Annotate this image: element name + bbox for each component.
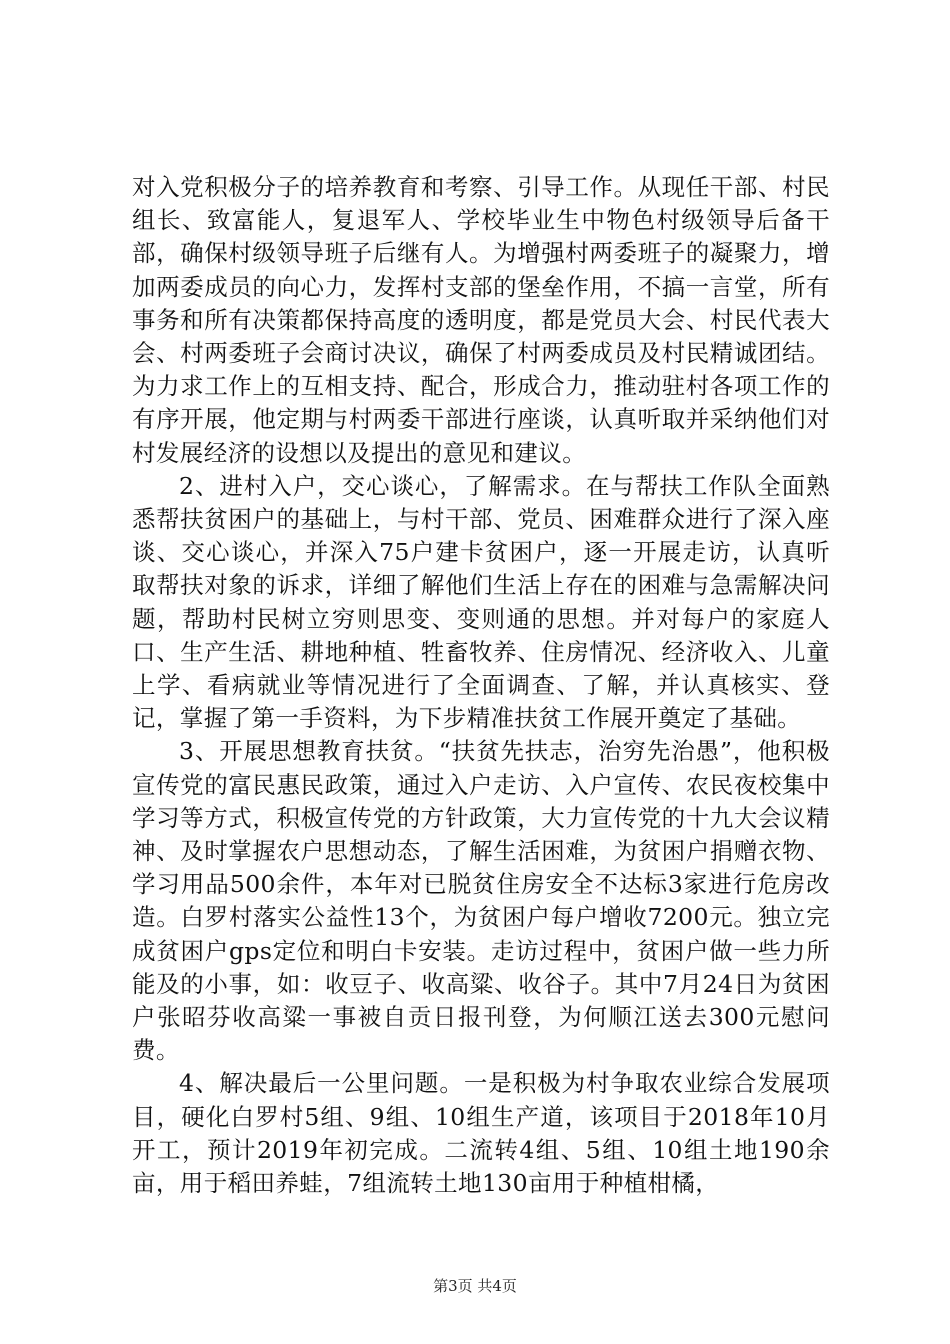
paragraph-item-4: 4、解决最后一公里问题。一是积极为村争取农业综合发展项目，硬化白罗村5组、9组、10组生产道，该项目于2018年10月开工，预计2019年初完成。二流转4组、5组、10组土地190余亩，用于稻田养蛙，7组流转土地130亩用于种植柑橘，	[132, 1069, 830, 1198]
page-footer: 第3页 共4页	[433, 1277, 517, 1295]
paragraph-continuation: 对入党积极分子的培养教育和考察、引导工作。从现任干部、村民组长、致富能人，复退军人、学校毕业生中物色村级领导后备干部，确保村级领导班子后继有人。为增强村两委班子的凝聚力，增加两委成员的向心力，发挥村支部的堡垒作用，不搞一言堂，所有事务和所有决策都保持高度的透明度，都是党员大会、村民代表大会、村两委班子会商讨决议，确保了村两委成员及村民精诚团结。为力求工作上的互相支持、配合，形成合力，推动驻村各项工作的有序开展，他定期与村两委干部进行座谈，认真听取并采纳他们对村发展经济的设想以及提出的意见和建议。	[132, 173, 830, 467]
paragraph-item-3: 3、开展思想教育扶贫。“扶贫先扶志，治穷先治愚”，他积极宣传党的富民惠民政策，通过入户走访、入户宣传、农民夜校集中学习等方式，积极宣传党的方针政策，大力宣传党的十九大会议精神、及时掌握农户思想动态，了解生活困难，为贫困户捐赠衣物、学习用品500余件，本年对已脱贫住房安全不达标3家进行危房改造。白罗村落实公益性13个，为贫困户每户增收7200元。独立完成贫困户gps定位和明白卡安装。走访过程中，贫困户做一些力所能及的小事，如：收豆子、收高粱、收谷子。其中7月24日为贫困户张昭芬收高粱一事被自贡日报刊登，为何顺江送去300元慰问费。	[132, 737, 830, 1065]
document-body	[132, 171, 830, 1200]
paragraph-item-2: 2、进村入户，交心谈心，了解需求。在与帮扶工作队全面熟悉帮扶贫困户的基础上，与村干部、党员、困难群众进行了深入座谈、交心谈心，并深入75户建卡贫困户，逐一开展走访，认真听取帮扶对象的诉求，详细了解他们生活上存在的困难与急需解决问题，帮助村民树立穷则思变、变则通的思想。并对每户的家庭人口、生产生活、耕地种植、牲畜牧养、住房情况、经济收入、儿童上学、看病就业等情况进行了全面调查、了解，并认真核实、登记，掌握了第一手资料，为下步精准扶贫工作展开奠定了基础。	[132, 471, 830, 733]
